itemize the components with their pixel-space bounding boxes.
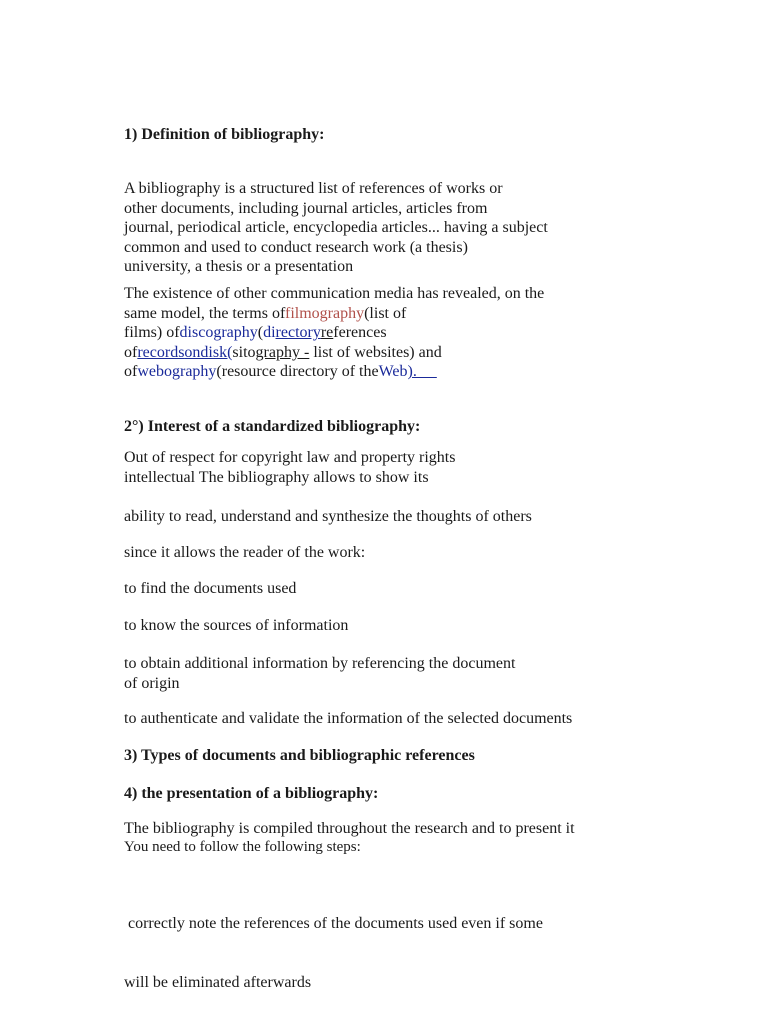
definition-line: journal, periodical article, encyclopedia articles... having a subject xyxy=(124,219,548,237)
definition-line: common and used to conduct research work (a thesis) xyxy=(124,238,468,256)
media-text: list of websites) and xyxy=(309,343,442,361)
compiled-line: You need to follow the following steps: xyxy=(124,838,361,855)
media-line xyxy=(124,323,544,343)
section-1-heading: 1) Definition of bibliography: xyxy=(124,126,325,143)
directory-link[interactable]: rectory xyxy=(275,324,321,342)
media-text: sito xyxy=(232,343,256,361)
media-line xyxy=(124,362,544,382)
ability-paragraph: ability to read, understand and synthesize the thoughts of others xyxy=(124,508,532,525)
section-3-heading: 3) Types of documents and bibliographic references xyxy=(124,747,475,764)
definition-line: other documents, including journal articles, articles from xyxy=(124,199,488,217)
media-text: ferences xyxy=(333,324,387,342)
obtain-line: to obtain additional information by referencing the document xyxy=(124,655,516,672)
respect-line: Out of respect for copyright law and property rights xyxy=(124,449,456,466)
media-text: of xyxy=(124,363,138,381)
media-line xyxy=(124,304,544,324)
media-text: (resource directory of the xyxy=(216,363,379,381)
note-line: correctly note the references of the documents used even if some xyxy=(124,915,543,933)
media-text: same model, the terms of xyxy=(124,304,285,322)
respect-line: intellectual The bibliography allows to show its xyxy=(124,468,429,486)
media-paragraph xyxy=(124,284,544,382)
ondisk-link[interactable]: ondisk( xyxy=(184,343,233,361)
media-text: of xyxy=(124,343,138,361)
definition-line: university, a thesis or a presentation xyxy=(124,258,354,276)
media-line: The existence of other communication media has revealed, on the xyxy=(124,285,545,302)
obtain-item xyxy=(124,654,515,693)
compiled-paragraph xyxy=(124,819,575,857)
media-text: ( xyxy=(257,324,264,342)
records-link[interactable]: records xyxy=(137,343,185,361)
media-text: films) of xyxy=(124,324,180,342)
obtain-line: of origin xyxy=(124,674,180,692)
respect-paragraph xyxy=(124,448,455,487)
media-text: graphy - xyxy=(255,343,310,361)
compiled-line: The bibliography is compiled throughout the research and to present it xyxy=(124,820,575,837)
note-paragraph xyxy=(124,875,543,1032)
directory-link-di[interactable]: di xyxy=(263,324,276,342)
web-link-end[interactable]: ). xyxy=(407,363,437,381)
know-item: to know the sources of information xyxy=(124,617,349,634)
definition-paragraph xyxy=(124,179,548,277)
since-paragraph: since it allows the reader of the work: xyxy=(124,544,366,561)
definition-line: A bibliography is a structured list of references of works or xyxy=(124,180,503,197)
authenticate-item: to authenticate and validate the information of the selected documents xyxy=(124,710,573,727)
media-text: re xyxy=(320,324,334,342)
section-2-heading: 2°) Interest of a standardized bibliography: xyxy=(124,418,421,435)
webography-link[interactable]: webography xyxy=(137,363,217,381)
note-line: will be eliminated afterwards xyxy=(124,973,312,991)
media-line xyxy=(124,343,544,363)
find-item: to find the documents used xyxy=(124,580,297,597)
discography-link[interactable]: discography xyxy=(179,324,258,342)
web-link[interactable]: Web xyxy=(378,363,408,381)
section-4-heading: 4) the presentation of a bibliography: xyxy=(124,785,379,802)
media-text: (list of xyxy=(364,304,407,322)
filmography-link[interactable]: filmography xyxy=(285,304,365,322)
